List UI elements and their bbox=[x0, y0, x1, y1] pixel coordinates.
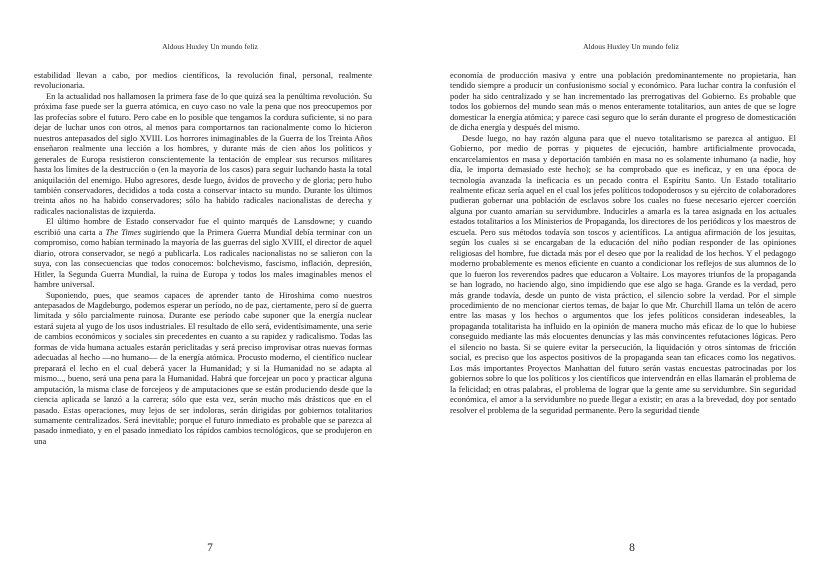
paragraph bbox=[34, 216, 372, 289]
page-number: 8 bbox=[629, 542, 635, 554]
paragraph: Desde luego, no hay razón alguna para que el nuevo totalitarismo se parezca al antiguo. El Gobierno, por medio de porras y piquetes de ejecución, hambre artificialmente provocada, encarcelamientos en masa y deportación también en masa no es solamente inhumano (a nadie, hoy día, le importa demasiado este hecho); se ha comprobado que es ineficaz, y en una época de tecnología avanzada la ineficacia es un pecado contra el Espíritu Santo. Un Estado totalitario realmente eficaz sería aquel en el cual los jefes políticos todopoderosos y su ejército de colaboradores pudieran gobernar una población de esclavos sobre los cuales no fuese necesario ejercer coerción alguna por cuanto amarían su servidumbre. Inducirles a amarla es la tarea asignada en los actuales estados totalitarios a los Ministerios de Propaganda, los directores de los periódicos y los maestros de escuela. Pero sus métodos todavía son toscos y acientíficos. La antigua afirmación de los jesuitas, según los cuales si se encargaban de la educación del niño podían responder de las opiniones religiosas del hombre, fue dictada más por el deseo que por la realidad de los hechos. Y el pedagogo moderno probablemente es menos eficiente en cuanto a condicionar los reflejos de sus alumnos de lo que lo fueron los reverendos padres que educaron a Voltaire. Los mayores triunfos de la propaganda se han logrado, no haciendo algo, sino impidiendo que ese algo se haga. Grande es la verdad, pero más grande todavía, desde un punto de vista práctico, el silencio sobre la verdad. Por el simple procedimiento de no mencionar ciertos temas, de bajar lo que Mr. Churchill llama un telón de acero entre las masas y los hechos o argumentos que los jefes políticos consideran indeseables, la propaganda totalitarista ha influido en la opinión de manera mucho más eficaz de lo que lo hubiese conseguido mediante las más elocuentes denuncias y las más convincentes refutaciones lógicas. Pero el silencio no basta. Si se quiere evitar la persecución, la liquidación y otros síntomas de fricción social, es preciso que los aspectos positivos de la propaganda sean tan eficaces como los negativos. Los más importantes Proyectos Manhattan del futuro serán vastas encuestas patrocinadas por los gobiernos sobre lo que los políticos y los científicos que intervendrán en ellas llamarán el problema de la felicidad; en otras palabras, el problema de lograr que la gente ame su servidumbre. Sin seguridad económica, el amor a la servidumbre no puede llegar a existir; en aras a la brevedad, doy por sentado resolver el problema de la seguridad permanente. Pero la seguridad tiende bbox=[450, 132, 796, 415]
newspaper-title: The Times bbox=[105, 226, 141, 237]
paragraph-text: sugiriendo que la Primera Guerra Mundial debía terminar con un compromiso, como habían terminado la mayoría de las guerras del siglo XVIII, el director de aquel diario, otrora conservador, se negó a publicarla. Los radicales nacionalistas no se salieron con la suya, con las consecuencias que todos conocemos: bolchevismo, fascismo, inflación, depresión, Hitler, la Segunda Guerra Mundial, la ruina de Europa y todos los males imaginables menos el hambre universal. bbox=[34, 226, 372, 290]
running-header: Aldous Huxley Un mundo feliz bbox=[583, 42, 679, 51]
page-number: 7 bbox=[207, 542, 213, 554]
page-body bbox=[450, 70, 796, 415]
paragraph: estabilidad llevan a cabo, por medios científicos, la revolución final, personal, realmente revolucionaria. bbox=[34, 70, 372, 91]
paragraph-text: El último hombre de Estado conservador fue el quinto marqués de Lansdowne; y cuando escribió una carta a bbox=[34, 216, 372, 237]
right-page bbox=[414, 0, 828, 586]
page-body bbox=[34, 70, 372, 446]
paragraph: Suponiendo, pues, que seamos capaces de aprender tanto de Hiroshima como nuestros antepasados de Magdeburgo, podemos esperar un período, no de paz, ciertamente, pero sí de guerra limitada y sólo parcialmente ruinosa. Durante ese período cabe suponer que la energía nuclear estará sujeta al yugo de los usos industriales. El resultado de ello será, evidentísimamente, una serie de cambios económicos y sociales sin precedentes en cuanto a su rapidez y radicalismo. Todas las formas de vida humana actuales estarán periclitadas y será preciso improvisar otras nuevas formas adecuadas al hecho —no humano— de la energía atómica. Procusto moderno, el científico nuclear preparará el lecho en el cual deberá yacer la Humanidad; y si la Humanidad no se adapta al mismo..., bueno, será una pena para la Humanidad. Habrá que forcejear un poco y practicar alguna amputación, la misma clase de forcejeos y de amputaciones que se están produciendo desde que la ciencia aplicada se lanzó a la carrera; sólo que esta vez, serán mucho más drásticos que en el pasado. Estas operaciones, muy lejos de ser indoloras, serán dirigidas por gobiernos totalitarios sumamente centralizados. Será inevitable; porque el futuro inmediato es probable que se parezca al pasado inmediato, y en el pasado inmediato los rápidos cambios tecnológicos, que se produjeron en una bbox=[34, 289, 372, 446]
paragraph: economía de producción masiva y entre una población predominantemente no propietaria, han tendido siempre a producir un confusionismo social y económico. Para luchar contra la confusión el poder ha sido centralizado y se han incrementado las prerrogativas del Gobierno. Es probable que todos los gobiernos del mundo sean más o menos enteramente totalitarios, aun antes de que se logre domesticar la energía atómica; y parece casi seguro que lo serán durante el progreso de domesticación de dicha energía y después del mismo. bbox=[450, 70, 796, 133]
running-header: Aldous Huxley Un mundo feliz bbox=[162, 42, 258, 51]
paragraph: En la actualidad nos hallamosen la primera fase de lo que quizá sea la penúltima revolución. Su próxima fase puede ser la guerra atómica, en cuyo caso no vale la pena que nos preocupemos por las profecías sobre el futuro. Pero cabe en lo posible que tengamos la cordura suficiente, si no para dejar de luchar unos con otros, al menos para comportarnos tan racionalmente como lo hicieron nuestros antepasados del siglo XVIII. Los horrores inimaginables de la Guerra de los Treinta Años enseñaron realmente una lección a los hombres, y durante más de cien años los políticos y generales de Europa resistieron conscientemente la tentación de emplear sus recursos militares hasta los límites de la destrucción o (en la mayoría de los casos) para seguir luchando hasta la total aniquilación del enemigo. Hubo agresores, desde luego, ávidos de provecho y de gloria; pero hubo también conservadores, decididos a toda costa a conservar intacto su mundo. Durante los últimos treinta años no ha habido conservadores; sólo ha habido radicales nacionalistas de derecha y radicales nacionalistas de izquierda. bbox=[34, 90, 372, 216]
